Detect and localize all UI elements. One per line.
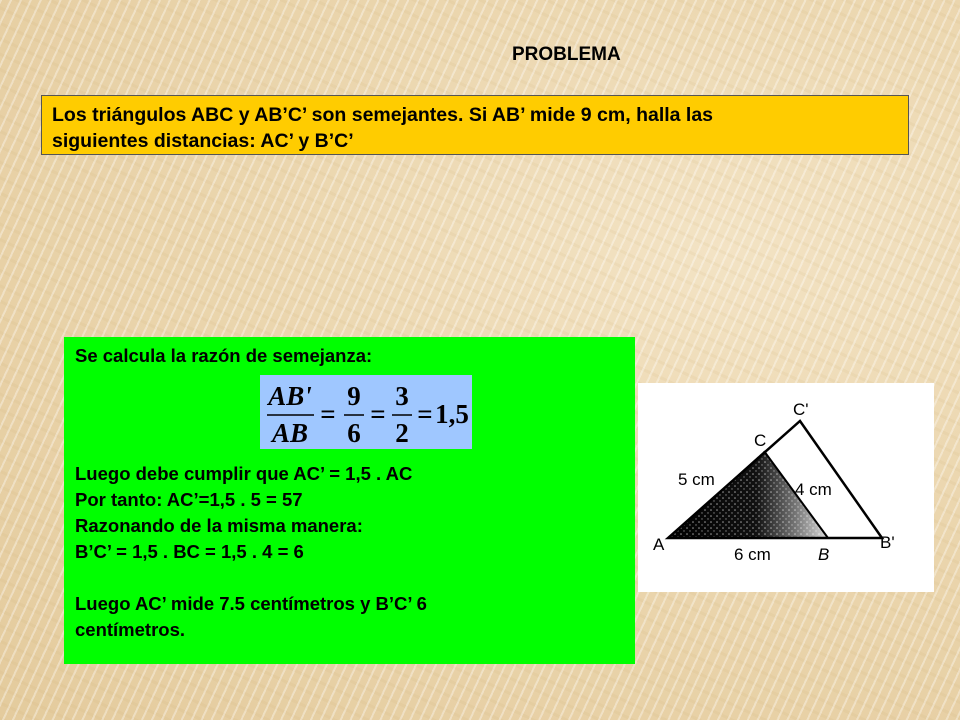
formula-denominator-1: AB <box>271 418 309 448</box>
label-a: A <box>653 535 665 554</box>
similar-triangles-figure <box>638 383 934 592</box>
formula-numerator-1: AB' <box>268 381 312 411</box>
formula-result: 1,5 <box>435 399 469 429</box>
formula-denominator-3: 2 <box>395 418 409 448</box>
triangles-svg <box>638 383 934 592</box>
solution-line-6: centímetros. <box>75 619 186 640</box>
solution-heading: Se calcula la razón de semejanza: <box>75 345 373 366</box>
label-side-ab: 6 cm <box>734 545 771 564</box>
solution-line-3: Razonando de la misma manera: <box>75 515 363 536</box>
label-c: C <box>754 431 767 450</box>
solution-line-1: Luego debe cumplir que AC’ = 1,5 . AC <box>75 463 413 484</box>
formula-numerator-2: 9 <box>347 381 361 411</box>
equals-sign-2: = <box>370 399 386 429</box>
label-side-bc: 4 cm <box>795 480 832 499</box>
solution-steps <box>75 461 427 643</box>
problem-statement <box>41 95 909 155</box>
label-b-prime: B' <box>880 533 895 552</box>
solution-line-2: Por tanto: AC’=1,5 . 5 = 57 <box>75 489 303 510</box>
solution-line-5: Luego AC’ mide 7.5 centímetros y B’C’ 6 <box>75 593 427 614</box>
label-c-prime: C' <box>793 400 809 419</box>
formula-svg <box>260 375 472 449</box>
formula-denominator-2: 6 <box>347 418 361 448</box>
problem-line-1: Los triángulos ABC y AB’C’ son semejantes. Si AB’ mide 9 cm, halla las <box>52 104 714 126</box>
similarity-ratio-formula <box>260 375 472 449</box>
equals-sign-1: = <box>320 399 336 429</box>
label-side-ac: 5 cm <box>678 470 715 489</box>
label-b: B <box>818 545 830 564</box>
equals-sign-3: = <box>417 399 433 429</box>
solution-spacer <box>75 565 427 591</box>
solution-line-4: B’C’ = 1,5 . BC = 1,5 . 4 = 6 <box>75 541 304 562</box>
formula-numerator-3: 3 <box>395 381 409 411</box>
problem-line-2: siguientes distancias: AC’ y B’C’ <box>52 130 354 152</box>
slide-title: PROBLEMA <box>512 44 621 65</box>
solution-panel <box>64 337 635 664</box>
